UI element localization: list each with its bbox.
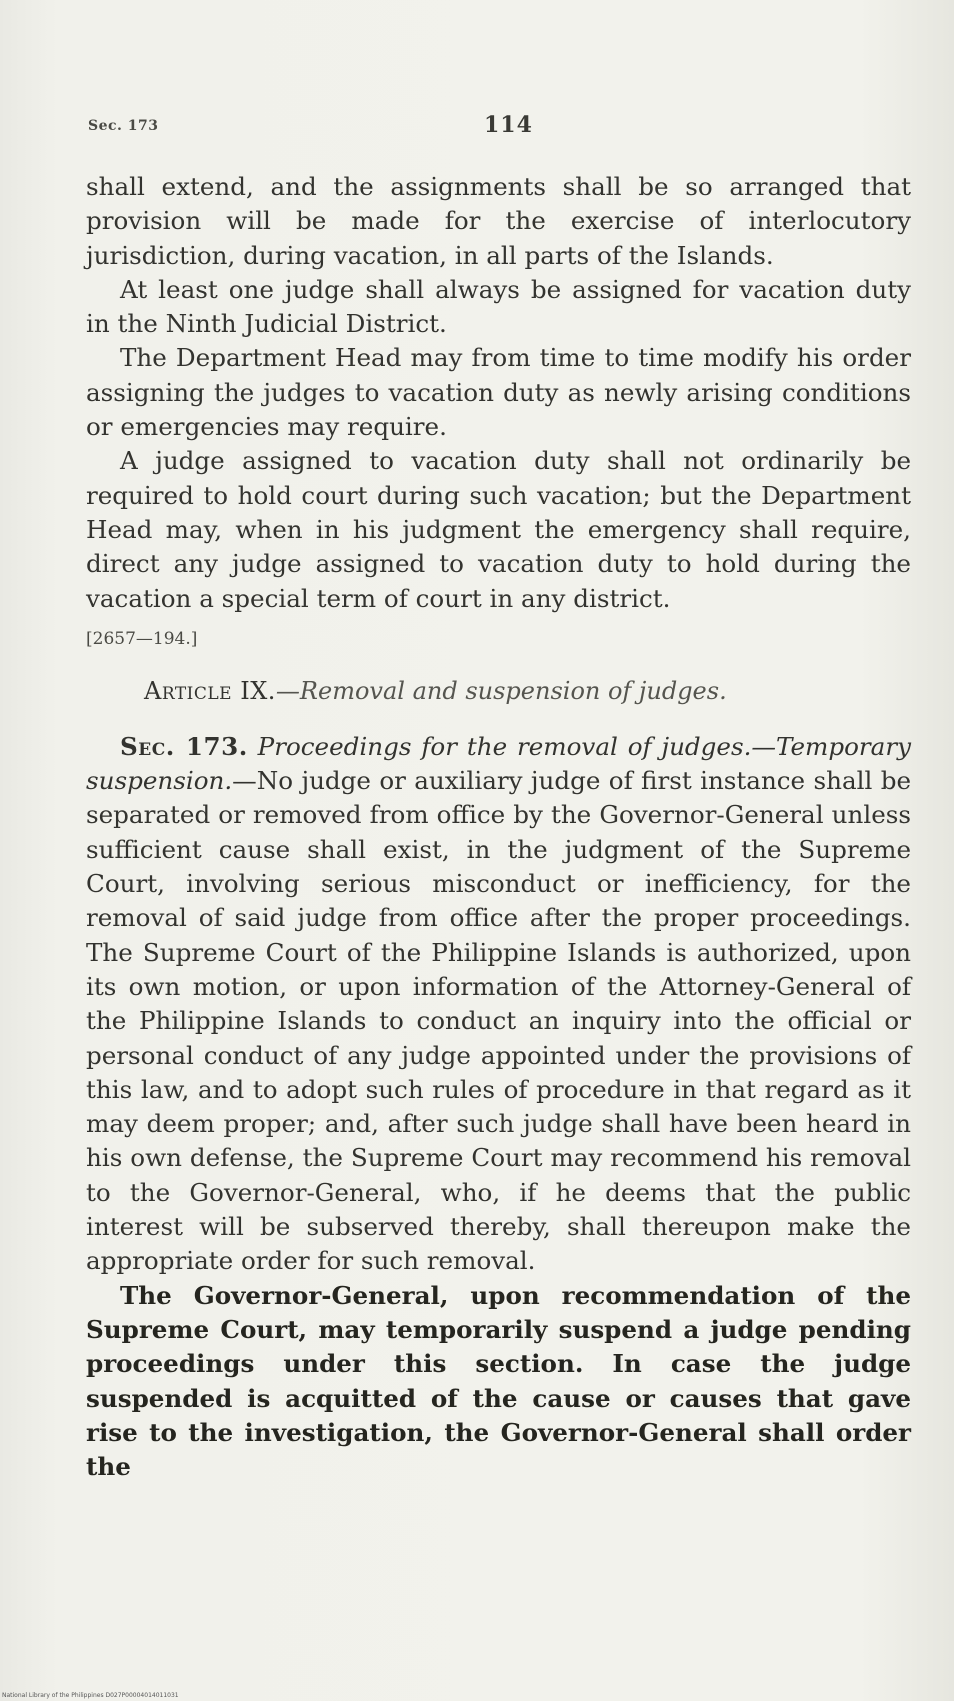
page-number: 114 (484, 112, 533, 138)
body-text (86, 170, 911, 1484)
library-footer-note: National Library of the Philippines D027P00004014011031 (2, 1692, 179, 1699)
paragraph-modify-order: The Department Head may from time to time modify his order assigning the judges to vacation duty as newly arising conditions or emergencies may require. (86, 343, 911, 442)
paragraph-vacation-duty: A judge assigned to vacation duty shall not ordinarily be required to hold court during such vacation; but the Department Head may, when in his judgment the emergency shall require, direct any judge assigned to vacation duty to hold during the vacation a special term of court in any district. (86, 446, 911, 613)
legal-citation: [2657—194.] (86, 628, 198, 649)
section-number: Sec. 173. (120, 731, 248, 761)
article-label: Article IX. (144, 676, 276, 705)
article-title: —Removal and suspension of judges. (275, 676, 727, 705)
section-heading: Proceedings for the removal of judges.—Temporary suspension. (86, 731, 911, 796)
paragraph-ninth-district: At least one judge shall always be assigned for vacation duty in the Ninth Judicial District. (86, 274, 911, 339)
paragraph-section-173 (86, 730, 911, 1279)
running-section-label: Sec. 173 (88, 118, 159, 134)
article-heading (86, 674, 911, 708)
page-header (88, 112, 908, 148)
section-173-text: —No judge or auxiliary judge of first instance shall be separated or removed from office by the Governor-General unless sufficient cause shall exist, in the judgment of the Supreme Court, involving serious misconduct or inefficiency, for the removal of said judge from office after the proper proceedings. The Supreme Court of the Philippine Islands is authorized, upon its own motion, or upon information of the Attorney-General of the Philippine Islands to conduct an inquiry into the official or personal conduct of any judge appointed under the provisions of this law, and to adopt such rules of procedure in that regard as it may deem proper; and, after such judge shall have been heard in his own defense, the Supreme Court may recommend his removal to the Governor-General, who, if he deems that the public interest will be subserved thereby, shall thereupon make the appropriate order for such removal. (86, 766, 911, 1276)
paragraph-temporary-suspension: The Governor-General, upon recommendation of the Supreme Court, may temporarily suspend a judge pending proceedings under this section. In case the judge suspended is acquitted of the cause or causes that gave rise to the investigation, the Governor-General shall order the (86, 1280, 911, 1482)
paragraph-continuation: shall extend, and the assignments shall be so arranged that provision will be made for the exercise of interlocutory jurisdiction, during vacation, in all parts of the Islands. (86, 172, 911, 270)
